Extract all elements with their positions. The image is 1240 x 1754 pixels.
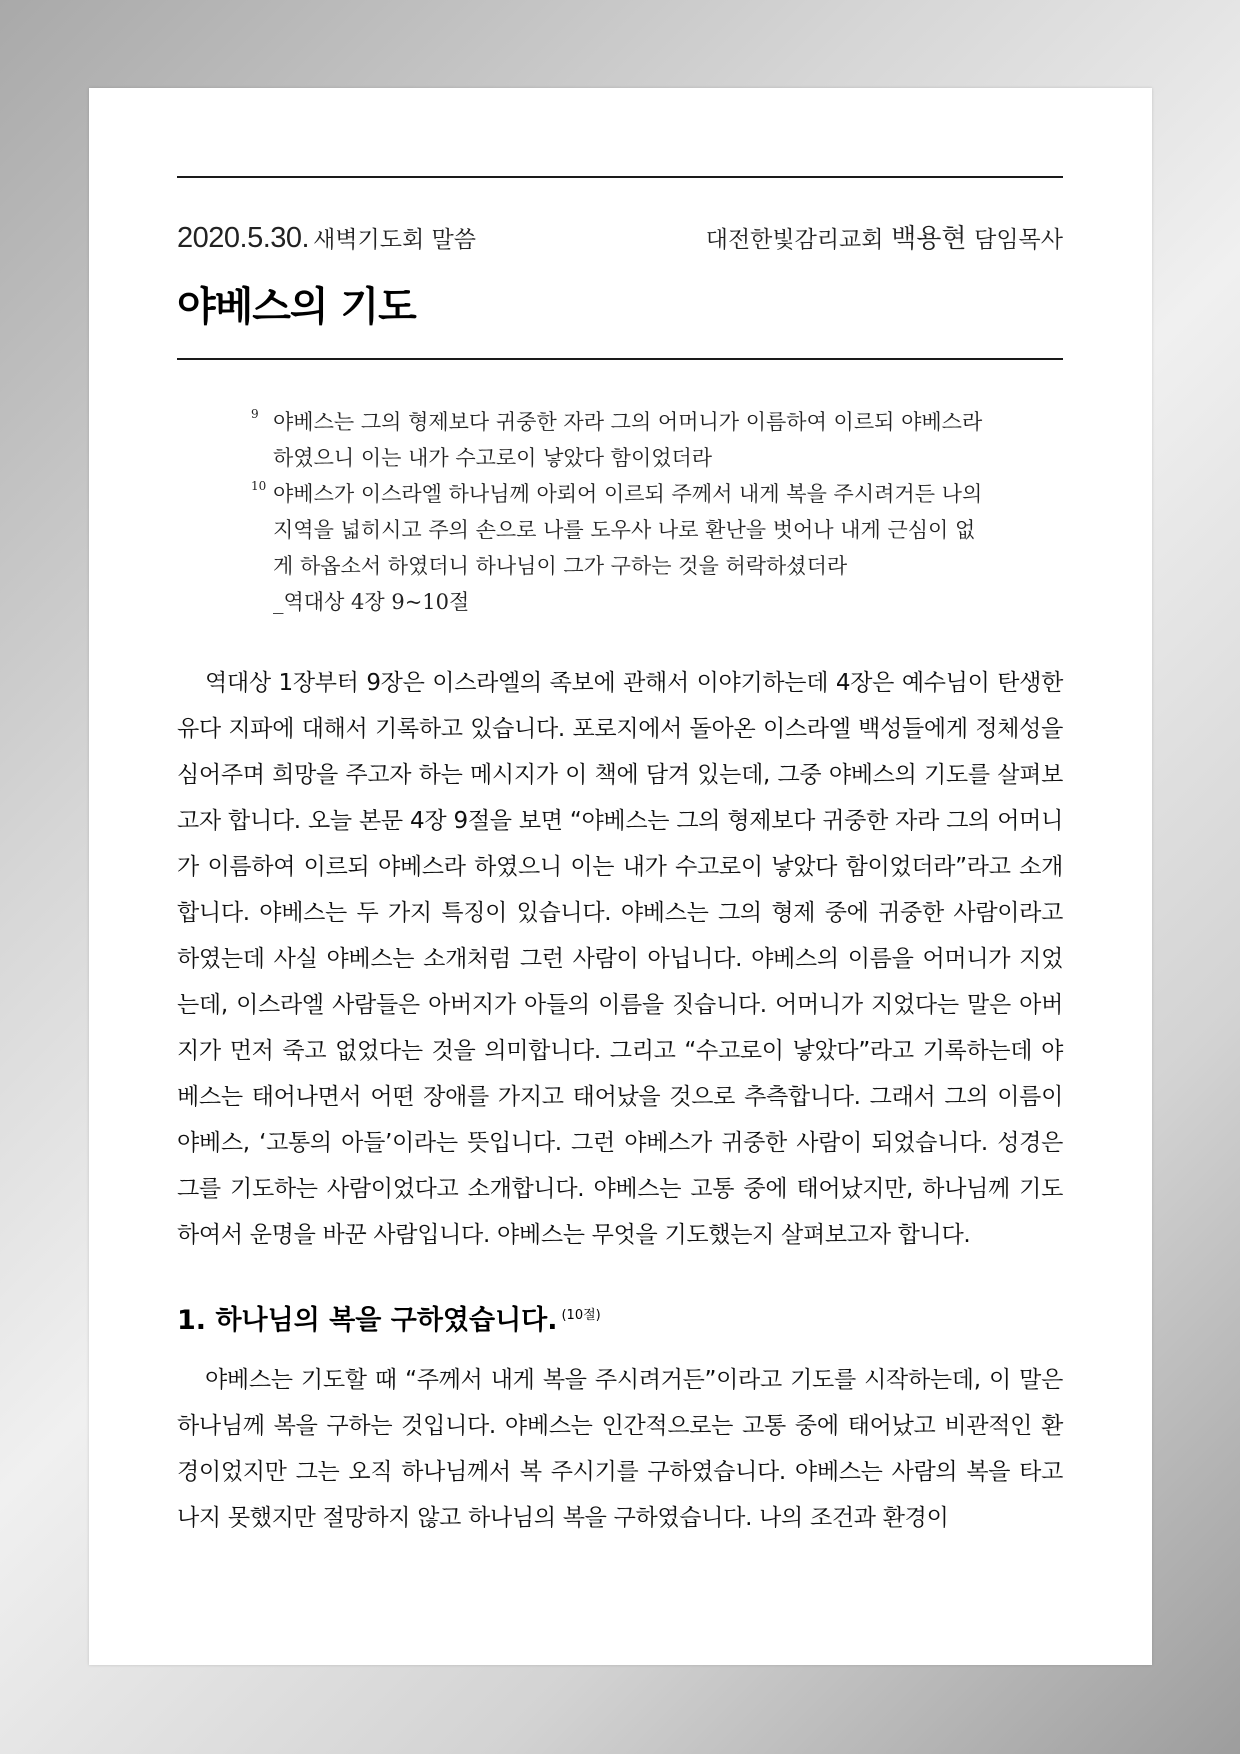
document-page — [89, 88, 1152, 1665]
service-date-line — [177, 221, 476, 255]
section-heading-text: 1. 하나님의 복을 구하였습니다. — [177, 1305, 558, 1336]
section-paragraph: 야베스는 기도할 때 “주께서 내게 복을 주시려거든”이라고 기도를 시작하는데, 이 말은 하나님께 복을 구하는 것입니다. 야베스는 인간적으로는 고통 중에 태어났고 비관적인 환경이었지만 그는 오직 하나님께서 복 주시기를 구하였습니다. 야베스는 사람의 복을 타고나지 못했지만 절망하지 않고 하나님의 복을 구하였습니다. 나의 조건과 환경이 — [177, 1367, 1063, 1531]
church-name: 대전한빛감리교회 — [705, 227, 884, 253]
section-heading — [177, 1298, 1063, 1337]
title-rule — [177, 358, 1063, 360]
scripture-reference: _역대상 4장 9~10절 — [273, 590, 470, 614]
pastor-title: 담임목사 — [974, 227, 1063, 253]
sermon-title: 야베스의 기도 — [177, 284, 416, 330]
service-date: 2020.5.30. — [177, 222, 310, 254]
document-meta — [177, 218, 1063, 255]
scripture-passage — [251, 404, 991, 620]
author-line — [706, 218, 1063, 255]
pastor-name: 백용현 — [891, 224, 967, 254]
verse-text: 야베스는 그의 형제보다 귀중한 자라 그의 어머니가 이름하여 이르되 야베스라 하였으니 이는 내가 수고로이 낳았다 함이었더라 — [273, 410, 983, 470]
top-rule — [177, 176, 1063, 178]
verse-text: 야베스가 이스라엘 하나님께 아뢰어 이르되 주께서 내게 복을 주시려거든 나의 지역을 넓히시고 주의 손으로 나를 도우사 나로 환난을 벗어나 내게 근심이 없게 하옵소서 하였더니 하나님이 그가 구하는 것을 허락하셨더라 — [273, 482, 983, 578]
intro-paragraph: 역대상 1장부터 9장은 이스라엘의 족보에 관해서 이야기하는데 4장은 예수님이 탄생한 유다 지파에 대해서 기록하고 있습니다. 포로지에서 돌아온 이스라엘 백성들에게 정체성을 심어주며 희망을 주고자 하는 메시지가 이 책에 담겨 있는데, 그중 야베스의 기도를 살펴보고자 합니다. 오늘 본문 4장 9절을 보면 “야베스는 그의 형제보다 귀중한 자라 그의 어머니가 이름하여 이르되 야베스라 하였으니 이는 내가 수고로이 낳았다 함이었더라”라고 소개합니다. 야베스는 두 가지 특징이 있습니다. 야베스는 그의 형제 중에 귀중한 사람이라고 하였는데 사실 야베스는 소개처럼 그런 사람이 아닙니다. 야베스의 이름을 어머니가 지었는데, 이스라엘 사람들은 아버지가 아들의 이름을 짓습니다. 어머니가 지었다는 말은 아버지가 먼저 죽고 없었다는 것을 의미합니다. 그리고 “수고로이 낳았다”라고 기록하는데 야베스는 태어나면서 어떤 장애를 가지고 태어났을 것으로 추측합니다. 그래서 그의 이름이 야베스, ‘고통의 아들’이라는 뜻입니다. 그런 야베스가 귀중한 사람이 되었습니다. 성경은 그를 기도하는 사람이었다고 소개합니다. 야베스는 고통 중에 태어났지만, 하나님께 기도하여서 운명을 바꾼 사람입니다. 야베스는 무엇을 기도했는지 살펴보고자 합니다. — [177, 670, 1063, 1248]
scripture-verse — [251, 404, 991, 476]
service-label: 새벽기도회 말씀 — [313, 227, 476, 253]
scripture-verse — [251, 476, 991, 584]
verse-number: 9 — [251, 407, 259, 421]
document-content — [177, 176, 1063, 1564]
verse-number: 10 — [251, 479, 267, 493]
section-verse-ref: (10절) — [561, 1308, 601, 1323]
